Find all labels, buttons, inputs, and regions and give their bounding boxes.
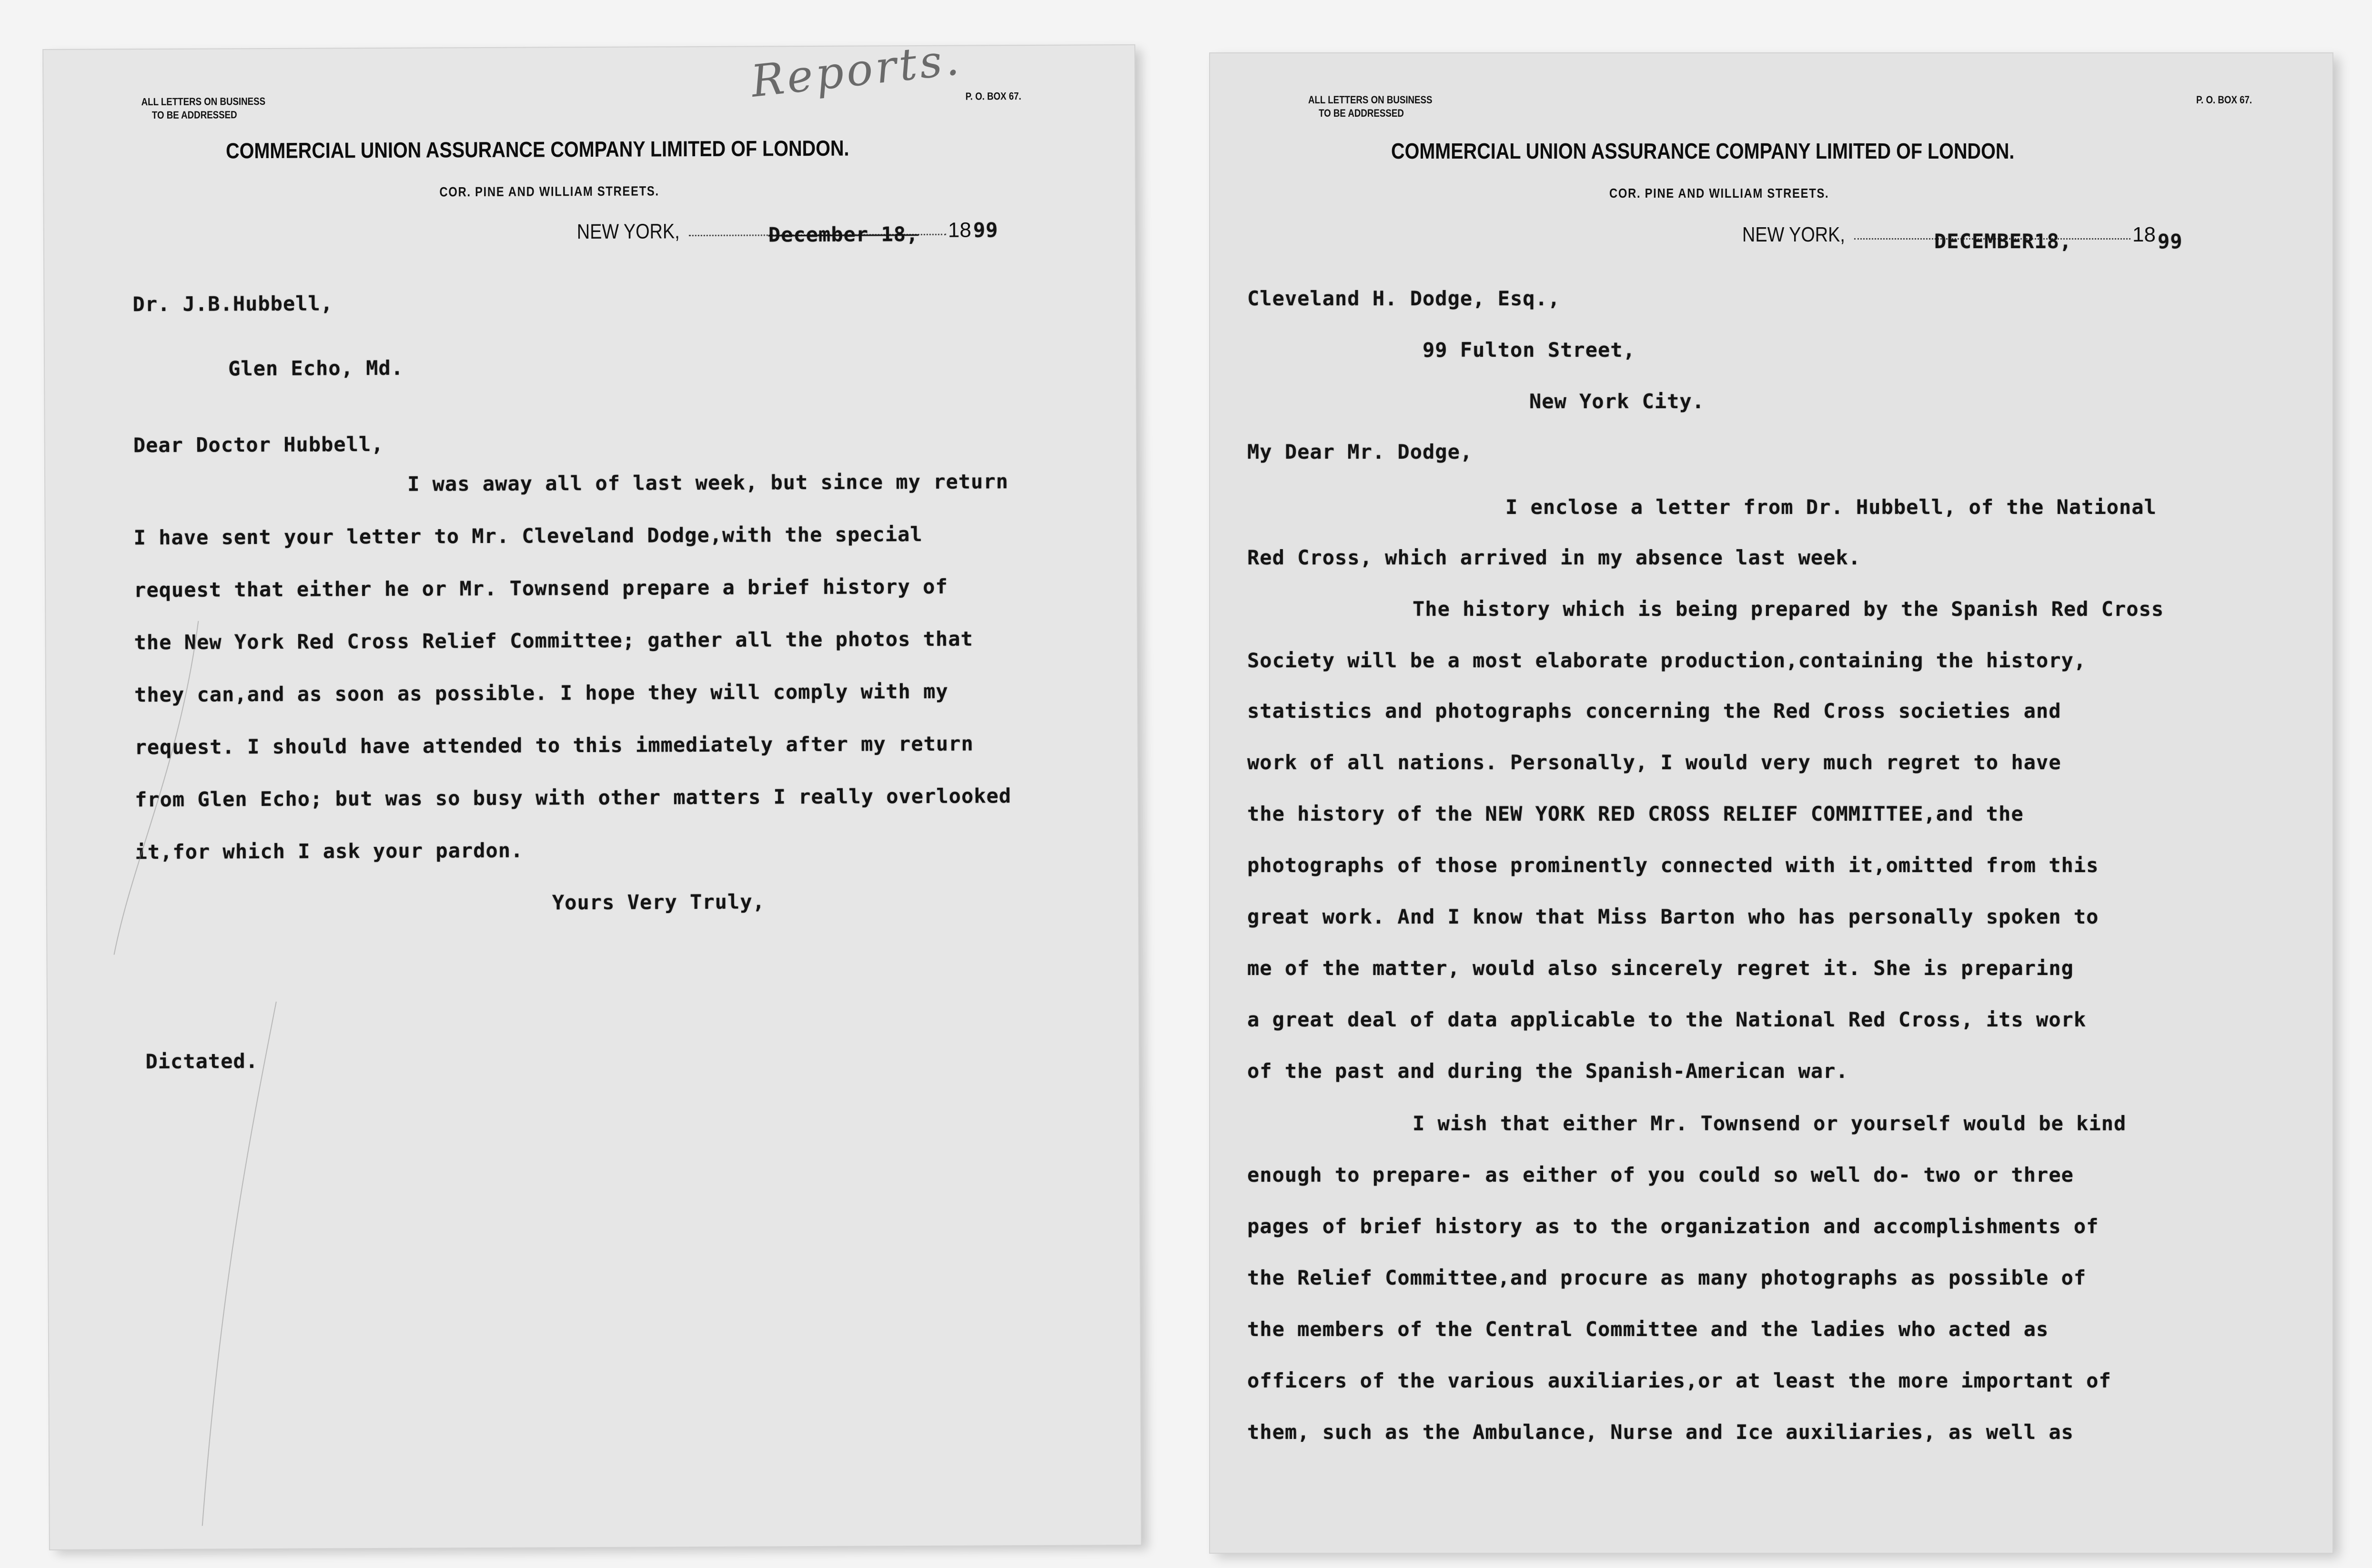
salutation: Dear Doctor Hubbell, bbox=[133, 432, 384, 457]
letterhead-city: NEW YORK, bbox=[576, 220, 680, 244]
business-notice-line-2: TO BE ADDRESSED bbox=[151, 109, 237, 121]
letterhead-company-name: COMMERCIAL UNION ASSURANCE COMPANY LIMITED OF LONDON. bbox=[1391, 139, 2015, 163]
letterhead-street: COR. PINE AND WILLIAM STREETS. bbox=[1609, 186, 1829, 201]
closing: Yours Very Truly, bbox=[552, 890, 765, 915]
body-line: great work. And I know that Miss Barton who has personally spoken to bbox=[1247, 905, 2099, 928]
body-line: the New York Red Cross Relief Committee; gather all the photos that bbox=[134, 627, 973, 654]
body-line: me of the matter, would also sincerely regret it. She is preparing bbox=[1247, 956, 2074, 980]
recipient-name: Cleveland H. Dodge, Esq., bbox=[1247, 287, 1561, 310]
letterhead-city: NEW YORK, bbox=[1742, 223, 1845, 246]
recipient-name: Dr. J.B.Hubbell, bbox=[132, 291, 333, 316]
letterhead-business-notice bbox=[141, 95, 266, 122]
recipient-city: New York City. bbox=[1529, 390, 1705, 413]
right-letter-page bbox=[1210, 53, 2332, 1553]
body-line: it,for which I ask your pardon. bbox=[135, 838, 524, 864]
body-line: the history of the NEW YORK RED CROSS RELIEF COMMITTEE,and the bbox=[1247, 802, 2024, 825]
business-notice-line-1: ALL LETTERS ON BUSINESS bbox=[1308, 94, 1433, 106]
body-line: I wish that either Mr. Townsend or yourself would be kind bbox=[1413, 1112, 2127, 1135]
body-line: work of all nations. Personally, I would very much regret to have bbox=[1247, 751, 2061, 774]
body-line: I enclose a letter from Dr. Hubbell, of the National bbox=[1505, 495, 2157, 519]
body-line: them, such as the Ambulance, Nurse and Ice auxiliaries, as well as bbox=[1247, 1420, 2074, 1444]
letter-date: December 18, bbox=[768, 222, 919, 247]
year-suffix: 99 bbox=[2157, 230, 2183, 253]
body-line: Society will be a most elaborate production,containing the history, bbox=[1247, 649, 2087, 672]
paper-crease-line bbox=[74, 621, 316, 1527]
letter-date: DECEMBER18, bbox=[1934, 230, 2072, 253]
recipient-street: 99 Fulton Street, bbox=[1423, 338, 1635, 362]
handwritten-reports-note: Reports. bbox=[748, 33, 964, 107]
body-line: the Relief Committee,and procure as many photographs as possible of bbox=[1247, 1266, 2087, 1289]
body-line: Red Cross, which arrived in my absence last week. bbox=[1247, 546, 1861, 569]
body-line: from Glen Echo; but was so busy with other matters I really overlooked bbox=[134, 784, 1012, 812]
body-line: enough to prepare- as either of you could so well do- two or three bbox=[1247, 1163, 2074, 1186]
body-line: they can,and as soon as possible. I hope they will comply with my bbox=[134, 679, 949, 707]
business-notice-line-1: ALL LETTERS ON BUSINESS bbox=[141, 95, 266, 108]
left-letter-page bbox=[43, 33, 1141, 1549]
body-line: a great deal of data applicable to the National Red Cross, its work bbox=[1247, 1008, 2087, 1031]
body-line: request that either he or Mr. Townsend prepare a brief history of bbox=[133, 574, 948, 602]
letterhead-po-box: P. O. BOX 67. bbox=[2196, 94, 2252, 106]
recipient-place: Glen Echo, Md. bbox=[228, 356, 404, 381]
body-line: I have sent your letter to Mr. Cleveland Dodge,with the special bbox=[133, 522, 923, 550]
body-line: the members of the Central Committee and the ladies who acted as bbox=[1247, 1317, 2049, 1341]
body-line: photographs of those prominently connected with it,omitted from this bbox=[1247, 854, 2099, 877]
letterhead-street: COR. PINE AND WILLIAM STREETS. bbox=[439, 183, 659, 200]
year-suffix: 99 bbox=[973, 218, 999, 242]
business-notice-line-2: TO BE ADDRESSED bbox=[1319, 107, 1404, 119]
body-line: statistics and photographs concerning the Red Cross societies and bbox=[1247, 699, 2061, 723]
dictated-note: Dictated. bbox=[145, 1049, 259, 1074]
letterhead-company-name: COMMERCIAL UNION ASSURANCE COMPANY LIMITED OF LONDON. bbox=[225, 135, 849, 163]
body-line: request. I should have attended to this immediately after my return bbox=[134, 732, 974, 759]
body-line: pages of brief history as to the organization and accomplishments of bbox=[1247, 1215, 2099, 1238]
year-prefix: 18 bbox=[948, 218, 971, 242]
salutation: My Dear Mr. Dodge, bbox=[1247, 440, 1473, 463]
year-prefix: 18 bbox=[2132, 223, 2156, 246]
letterhead-business-notice bbox=[1308, 93, 1432, 120]
letterhead-po-box: P. O. BOX 67. bbox=[965, 90, 1021, 102]
body-line: officers of the various auxiliaries,or at least the more important of bbox=[1247, 1369, 2111, 1392]
body-line: The history which is being prepared by the Spanish Red Cross bbox=[1413, 597, 2164, 621]
body-line: I was away all of last week, but since my return bbox=[407, 470, 1009, 496]
body-line: of the past and during the Spanish-American war. bbox=[1247, 1059, 1848, 1083]
